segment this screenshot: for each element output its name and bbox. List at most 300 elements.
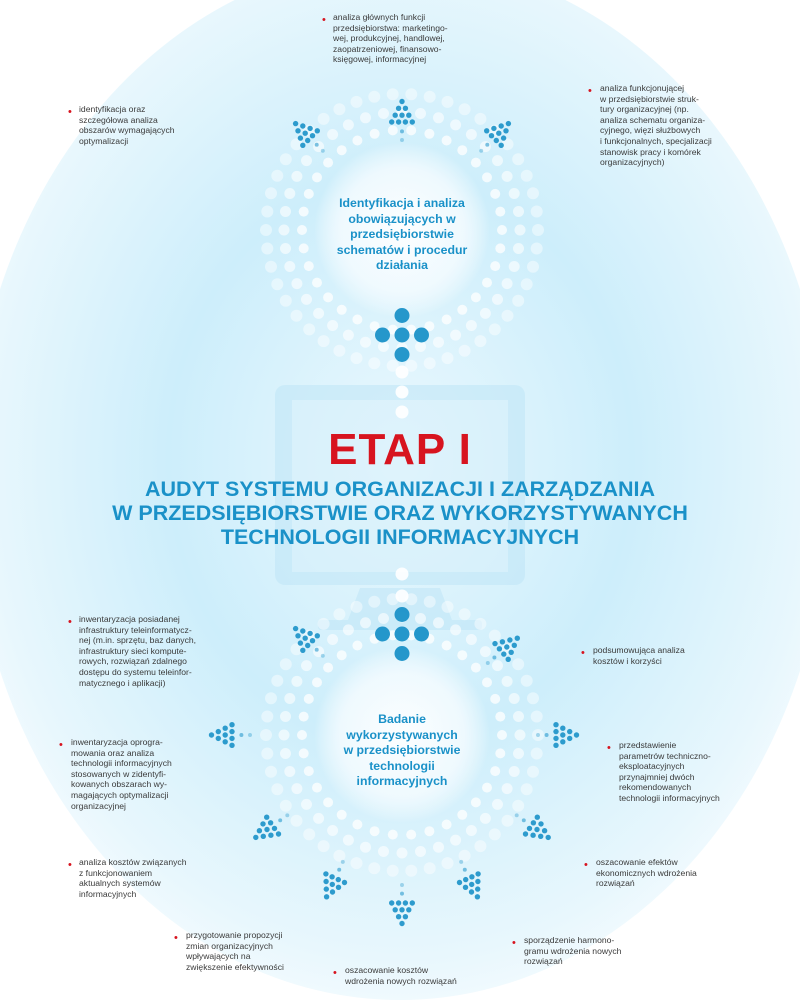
ring-dot (360, 337, 371, 348)
ring-dot (261, 711, 273, 723)
arrow-dot (491, 126, 496, 131)
ring-dot (343, 624, 354, 635)
arrow-dot (229, 743, 234, 748)
ring-dot (442, 315, 452, 325)
ring-dot (459, 103, 471, 115)
bullet-icon: • (584, 859, 588, 871)
ring-dot (466, 634, 477, 645)
arrow-dot (264, 827, 269, 832)
arrow-dot (336, 885, 341, 890)
ring-dot (482, 677, 492, 687)
arrow-dot (229, 736, 234, 741)
ring-dot (291, 310, 303, 322)
arrow-dot (324, 886, 329, 891)
arrow-dot (463, 877, 468, 882)
ring-dot (527, 692, 539, 704)
ring-dot (521, 278, 533, 290)
arrow-dot (268, 820, 273, 825)
arrow-dot (330, 889, 335, 894)
arrow-dot (396, 900, 401, 905)
ring-dot (442, 857, 454, 869)
ring-dot (280, 243, 291, 254)
ring-dot (271, 278, 283, 290)
note-software-inventory: inwentaryzacja oprogra- mowania oraz analiza technologii informacyjnych stosowanych w zidentyfi- kowanych obszarach wy- magających optymalizacji organizacyjnej (71, 737, 172, 811)
arrow-dot (253, 835, 258, 840)
ring-dot (327, 634, 338, 645)
arrow-dot (485, 143, 489, 147)
ring-dot (291, 815, 303, 827)
ring-dot (513, 206, 524, 217)
arrow-dot (399, 907, 404, 912)
arrow-dot (538, 821, 543, 826)
ring-dot (502, 783, 513, 794)
ring-dot (415, 108, 426, 119)
ring-dot (509, 188, 520, 199)
arrow-dot (272, 826, 277, 831)
diamond-dot (375, 328, 390, 343)
ring-dot (360, 617, 371, 628)
ring-dot (301, 660, 312, 671)
arrow-dot (276, 831, 281, 836)
ring-dot (280, 748, 291, 759)
ring-dot (279, 730, 290, 741)
ring-dot (424, 596, 436, 608)
ring-dot (474, 840, 486, 852)
ring-dot (497, 225, 507, 235)
ring-dot (492, 294, 503, 305)
ring-dot (299, 748, 309, 758)
arrow-dot (300, 123, 305, 128)
connector-dot (396, 568, 409, 581)
arrow-dot (216, 736, 221, 741)
ring-dot (424, 862, 436, 874)
ring-dot (515, 225, 526, 236)
note-organizational-changes: przygotowanie propozycji zmian organizacyjnych wpływających na zwiększenie efektywności (186, 930, 284, 972)
arrow-dot (305, 643, 310, 648)
ring-dot (492, 799, 503, 810)
ring-dot (512, 295, 524, 307)
arrow-dot (389, 900, 394, 905)
arrow-dot (261, 834, 266, 839)
arrow-dot (463, 885, 468, 890)
arrow-dot (305, 138, 310, 143)
ring-dot (405, 865, 417, 877)
ring-dot (531, 711, 543, 723)
arrow-dot (567, 729, 572, 734)
arrow-dot (406, 907, 411, 912)
arrow-dot (486, 661, 490, 665)
arrow-dot (545, 733, 549, 737)
arrow-dot (499, 143, 504, 148)
arrow-dot (285, 813, 289, 817)
ring-dot (495, 748, 505, 758)
ring-dot (433, 842, 444, 853)
ring-dot (284, 188, 295, 199)
ring-dot (450, 835, 461, 846)
ring-dot (378, 613, 389, 624)
ring-dot (301, 155, 312, 166)
arrow-dot (315, 128, 320, 133)
ring-dot (442, 820, 452, 830)
ring-dot (466, 129, 477, 140)
ring-dot (360, 842, 371, 853)
ring-dot (471, 292, 481, 302)
ring-dot (397, 848, 408, 859)
arrow-dot (469, 874, 474, 879)
ring-dot (502, 171, 513, 182)
ring-dot (343, 835, 354, 846)
arrow-dot (403, 900, 408, 905)
arrow-dot (248, 733, 252, 737)
arrow-dot (307, 126, 312, 131)
arrow-dot (400, 892, 404, 896)
arrow-dot (469, 889, 474, 894)
ring-dot (480, 813, 491, 824)
arrow-dot (503, 128, 508, 133)
arrow-dot (500, 639, 505, 644)
bullet-icon: • (581, 647, 585, 659)
arrow-dot (494, 138, 499, 143)
arrow-dot (542, 828, 547, 833)
ring-dot (323, 663, 333, 673)
ring-dot (360, 112, 371, 123)
note-optimization-areas: identyfikacja oraz szczegółowa analiza obszarów wymagających optymalizacji (79, 104, 175, 146)
ring-dot (489, 323, 501, 335)
ring-dot (471, 663, 481, 673)
ring-dot (480, 646, 491, 657)
arrow-dot (310, 133, 315, 138)
ring-dot (513, 711, 524, 722)
arrow-dot (223, 739, 228, 744)
arrow-dot (501, 651, 506, 656)
ring-dot (459, 608, 471, 620)
arrow-dot (496, 131, 501, 136)
arrow-dot (504, 644, 509, 649)
arrow-dot (567, 736, 572, 741)
arrow-dot (315, 143, 319, 147)
arrow-dot (278, 818, 282, 822)
diamond-dot (395, 308, 410, 323)
arrow-dot (499, 123, 504, 128)
ring-dot (531, 748, 543, 760)
note-org-structure: analiza funkcjonującej w przedsiębiorstwie struk- tury organizacyjnej (np. analiza schematu organiza- cyjnego, więzi służbowych i funkcjonalnych, specjalizacji stanowisk pracy i komórek organizacyjnych) (600, 83, 712, 168)
main-title: AUDYT SYSTEMU ORGANIZACJI I ZARZĄDZANIA W PRZEDSIĘBIORSTWIE ORAZ WYKORZYSTYWANYCH TECHNOLOGII INFORMACYJNYCH (112, 477, 688, 549)
diamond-dot (414, 627, 429, 642)
ring-dot (280, 295, 292, 307)
ring-dot (480, 308, 491, 319)
arrow-dot (512, 643, 517, 648)
ring-dot (265, 187, 277, 199)
arrow-dot (534, 827, 539, 832)
ring-dot (291, 783, 302, 794)
arrow-dot (321, 149, 325, 153)
ring-dot (261, 748, 273, 760)
ring-dot (301, 799, 312, 810)
ring-dot (509, 261, 520, 272)
arrow-dot (393, 907, 398, 912)
note-implementation-costs: oszacowanie kosztów wdrożenia nowych rozwiązań (345, 965, 457, 986)
ring-dot (512, 153, 524, 165)
ring-dot (512, 800, 524, 812)
ring-dot (343, 119, 354, 130)
arrow-dot (315, 633, 320, 638)
ring-dot (318, 335, 330, 347)
ring-dot (313, 308, 324, 319)
arrow-dot (523, 831, 528, 836)
ring-dot (495, 207, 505, 217)
arrow-dot (342, 880, 347, 885)
arrow-dot (310, 638, 315, 643)
ring-dot (279, 225, 290, 236)
arrow-dot (399, 99, 404, 104)
arrow-dot (522, 818, 526, 822)
arrow-dot (531, 820, 536, 825)
ring-dot (312, 172, 322, 182)
ring-dot (291, 676, 302, 687)
ring-dot (457, 650, 467, 660)
note-current-costs: analiza kosztów związanych z funkcjonowaniem aktualnych systemów informacyjnych (79, 857, 187, 899)
arrow-dot (268, 833, 273, 838)
ring-dot (291, 171, 302, 182)
hub-title-technology: Badanie wykorzystywanych w przedsiębiorstwie technologii informacyjnych (343, 712, 461, 789)
arrow-dot (410, 119, 415, 124)
arrow-dot (307, 631, 312, 636)
ring-dot (459, 345, 471, 357)
ring-dot (370, 129, 380, 139)
ring-dot (265, 261, 277, 273)
ring-dot (327, 825, 338, 836)
ring-dot (370, 826, 380, 836)
ring-dot (352, 315, 362, 325)
ring-dot (388, 125, 398, 135)
arrow-dot (300, 648, 305, 653)
arrow-dot (229, 722, 234, 727)
arrow-dot (492, 641, 497, 646)
ring-dot (271, 675, 283, 687)
ring-dot (333, 850, 345, 862)
ring-dot (280, 153, 292, 165)
ring-dot (531, 206, 543, 218)
arrow-dot (400, 138, 404, 142)
arrow-dot (475, 894, 480, 899)
ring-dot (337, 305, 347, 315)
arrow-dot (506, 121, 511, 126)
ring-dot (433, 617, 444, 628)
arrow-dot (323, 871, 328, 876)
ring-dot (333, 103, 345, 115)
arrow-dot (399, 113, 404, 118)
ring-dot (466, 825, 477, 836)
ring-dot (489, 630, 501, 642)
arrow-dot (400, 129, 404, 133)
arrow-dot (538, 834, 543, 839)
hub-title-organization: Identyfikacja i analiza obowiązujących w przedsiębiorstwie schematów i procedur działania (336, 196, 468, 273)
ring-dot (424, 357, 436, 369)
ring-dot (527, 187, 539, 199)
ring-dot (495, 243, 505, 253)
note-functions-analysis: analiza głównych funkcji przedsiębiorstwa: marketingo- wej, produkcyjnej, handlowej, zaopatrzeniowej, finansowo- księgowej, informacyjnej (333, 12, 448, 65)
note-economic-effects: oszacowanie efektów ekonomicznych wdrożenia rozwiązań (596, 857, 697, 889)
ring-dot (351, 601, 363, 613)
arrow-dot (264, 815, 269, 820)
ring-dot (457, 810, 467, 820)
ring-dot (490, 694, 500, 704)
arrow-dot (506, 657, 511, 662)
bullet-icon: • (322, 14, 326, 26)
ring-dot (327, 129, 338, 140)
arrow-dot (553, 736, 558, 741)
ring-dot (474, 113, 486, 125)
ring-dot (387, 865, 399, 877)
connector-dot (396, 386, 409, 399)
arrow-dot (507, 637, 512, 642)
ring-dot (387, 88, 399, 100)
arrow-dot (295, 633, 300, 638)
stage-label: ETAP I (328, 425, 472, 474)
arrow-dot (330, 882, 335, 887)
ring-dot (502, 310, 514, 322)
ring-dot (489, 828, 501, 840)
ring-dot (337, 145, 347, 155)
ring-dot (378, 108, 389, 119)
arrow-dot (553, 729, 558, 734)
arrow-dot (535, 815, 540, 820)
arrow-dot (406, 113, 411, 118)
arrow-dot (463, 868, 467, 872)
arrow-dot (515, 636, 520, 641)
arrow-dot (574, 732, 579, 737)
ring-dot (271, 170, 283, 182)
arrow-dot (223, 726, 228, 731)
arrow-dot (323, 879, 328, 884)
arrow-dot (329, 874, 334, 879)
diamond-dot (414, 328, 429, 343)
ring-dot (521, 170, 533, 182)
arrow-dot (396, 106, 401, 111)
ring-dot (521, 783, 533, 795)
diamond-dot (375, 627, 390, 642)
ring-dot (299, 712, 309, 722)
ring-dot (406, 125, 416, 135)
ring-dot (280, 800, 292, 812)
ring-dot (271, 783, 283, 795)
arrow-dot (489, 133, 494, 138)
bullet-icon: • (333, 967, 337, 979)
arrow-dot (300, 628, 305, 633)
ring-dot (351, 857, 363, 869)
ring-dot (471, 158, 481, 168)
ring-dot (312, 677, 322, 687)
ring-dot (497, 730, 507, 740)
ring-dot (265, 692, 277, 704)
ring-dot (304, 694, 314, 704)
ring-dot (433, 337, 444, 348)
note-technical-parameters: przedstawienie parametrów techniczno- eksploatacyjnych przynajmniej dwóch rekomendowanych technologii informacyjnych (619, 740, 720, 803)
ring-dot (303, 323, 315, 335)
arrow-dot (484, 128, 489, 133)
ring-dot (466, 320, 477, 331)
ring-dot (297, 225, 307, 235)
ring-dot (532, 224, 544, 236)
ring-dot (450, 330, 461, 341)
bullet-icon: • (68, 106, 72, 118)
ring-dot (378, 341, 389, 352)
ring-dot (415, 341, 426, 352)
arrow-dot (336, 877, 341, 882)
ring-dot (368, 862, 380, 874)
ring-dot (442, 641, 452, 651)
arrow-dot (293, 626, 298, 631)
ring-dot (482, 172, 492, 182)
ring-dot (457, 145, 467, 155)
ring-dot (459, 850, 471, 862)
ring-dot (291, 278, 302, 289)
ring-dot (509, 693, 520, 704)
ring-dot (301, 294, 312, 305)
ring-dot (474, 335, 486, 347)
note-cost-benefit: podsumowująca analiza kosztów i korzyści (593, 645, 685, 666)
arrow-dot (216, 729, 221, 734)
arrow-dot (403, 106, 408, 111)
arrow-dot (260, 821, 265, 826)
arrow-dot (469, 882, 474, 887)
ring-dot (323, 292, 333, 302)
arrow-dot (527, 826, 532, 831)
ring-dot (513, 748, 524, 759)
bullet-icon: • (512, 937, 516, 949)
bullet-icon: • (174, 932, 178, 944)
ring-dot (333, 608, 345, 620)
ring-dot (337, 810, 347, 820)
ring-dot (471, 797, 481, 807)
arrow-dot (459, 860, 463, 864)
ring-dot (502, 278, 513, 289)
note-schedule: sporządzenie harmono- gramu wdrożenia nowych rozwiązań (524, 935, 622, 967)
bullet-icon: • (588, 85, 592, 97)
ring-dot (323, 158, 333, 168)
ring-dot (442, 601, 454, 613)
arrow-dot (410, 900, 415, 905)
ring-dot (424, 91, 436, 103)
ring-dot (368, 596, 380, 608)
ring-dot (442, 352, 454, 364)
bullet-icon: • (59, 739, 63, 751)
ring-dot (512, 658, 524, 670)
arrow-dot (553, 722, 558, 727)
ring-dot (299, 207, 309, 217)
ring-dot (474, 618, 486, 630)
ring-dot (442, 136, 452, 146)
ring-dot (323, 797, 333, 807)
ring-dot (424, 826, 434, 836)
arrow-dot (303, 131, 308, 136)
arrow-dot (324, 894, 329, 899)
ring-dot (343, 330, 354, 341)
arrow-dot (546, 835, 551, 840)
ring-dot (457, 305, 467, 315)
diamond-dot (395, 328, 410, 343)
arrow-dot (315, 648, 319, 652)
ring-dot (450, 119, 461, 130)
ring-dot (260, 729, 272, 741)
ring-dot (442, 96, 454, 108)
ring-dot (415, 846, 426, 857)
diamond-dot (395, 646, 410, 661)
diamond-dot (395, 627, 410, 642)
arrow-dot (257, 828, 262, 833)
bullet-icon: • (607, 742, 611, 754)
ring-dot (351, 352, 363, 364)
